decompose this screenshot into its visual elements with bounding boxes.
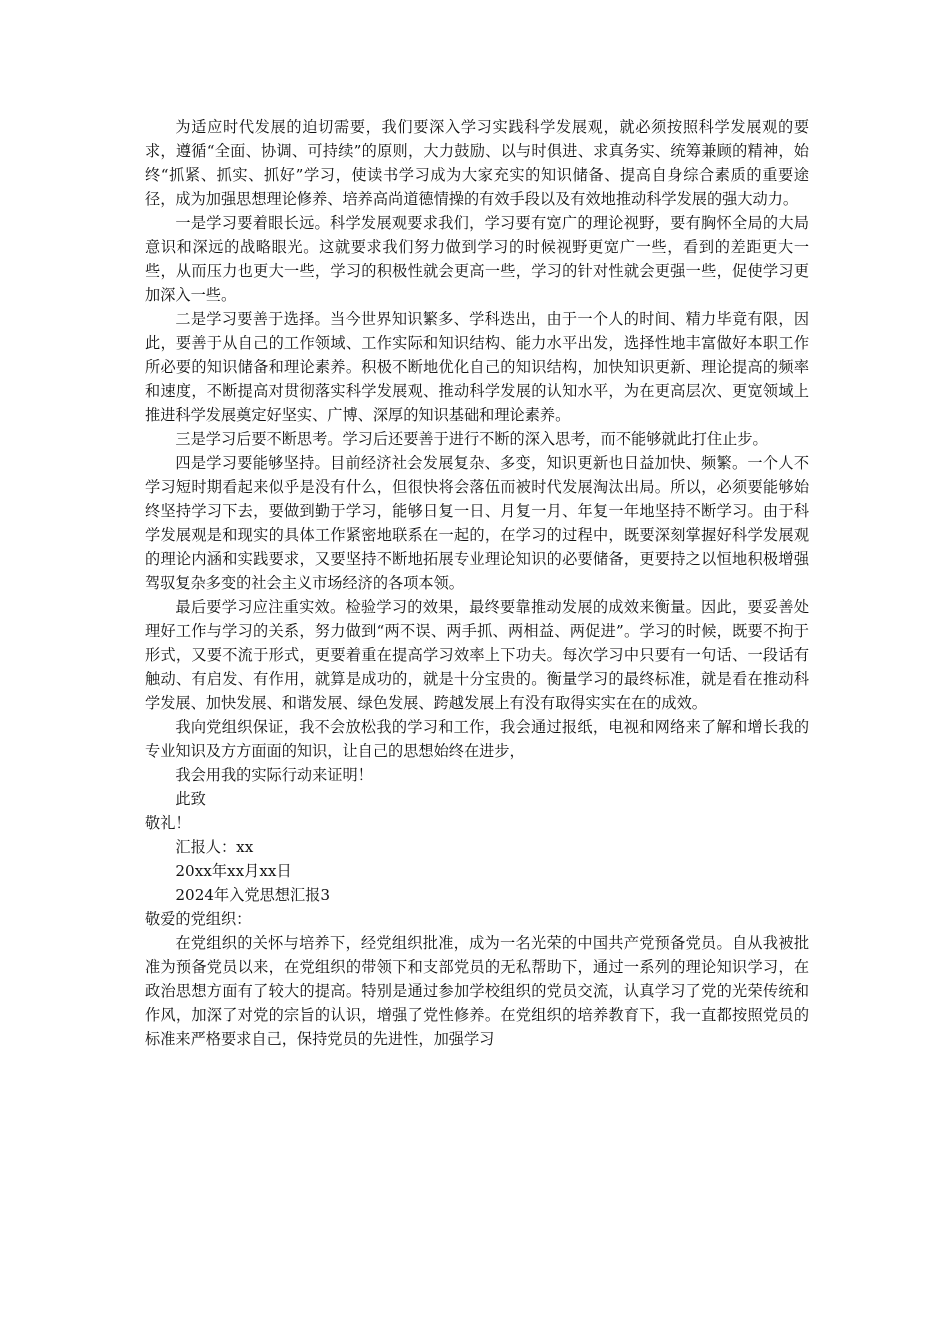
paragraph-intro: 为适应时代发展的迫切需要，我们要深入学习实践科学发展观，就必须按照科学发展观的要求，遵循“全面、协调、可持续”的原则，大力鼓励、以与时俱进、求真务实、统筹兼顾的精神，始终“抓紧、抓实、抓好”学习，使读书学习成为大家充实的知识储备、提高自身综合素质的重要途径，成为加强思想理论修养、培养高尚道德情操的有效手段以及有效地推动科学发展的强大动力。 [145, 118, 809, 208]
paragraph-next-report: 在党组织的关怀与培养下，经党组织批准，成为一名光荣的中国共产党预备党员。自从我被批准为预备党员以来，在党组织的带领下和支部党员的无私帮助下，通过一系列的理论知识学习，在政治思想方面有了较大的提高。特别是通过参加学校组织的党员交流，认真学习了党的光荣传统和作风，加深了对党的宗旨的认识，增强了党性修养。在党组织的培养教育下，我一直都按照党员的标准来严格要求自己，保持党员的先进性，加强学习 [145, 934, 809, 1048]
date-line: 20xx年xx月xx日 [175, 862, 292, 880]
next-report-title: 2024年入党思想汇报3 [175, 886, 331, 904]
paragraph-pledge: 我向党组织保证，我不会放松我的学习和工作，我会通过报纸，电视和网络来了解和增长我的专业知识及方方面面的知识，让自己的思想始终在进步， [145, 718, 809, 760]
document-body [145, 115, 809, 1051]
paragraph-proof: 我会用我的实际行动来证明！ [175, 766, 373, 784]
paragraph-point-four: 四是学习要能够坚持。目前经济社会发展复杂、多变，知识更新也日益加快、频繁。一个人不学习短时期看起来似乎是没有什么，但很快将会落伍而被时代发展淘汰出局。所以，必须要能够始终坚持学习下去，要做到勤于学习，能够日复一日、月复一月、年复一年地坚持不断学习。由于科学发展观是和现实的具体工作紧密地联系在一起的，在学习的过程中，既要深刻掌握好科学发展观的理论内涵和实践要求，又要坚持不断地拓展专业理论知识的必要储备，更要持之以恒地积极增强驾驭复杂多变的社会主义市场经济的各项本领。 [145, 454, 809, 592]
paragraph-point-one: 一是学习要着眼长远。科学发展观要求我们，学习要有宽广的理论视野，要有胸怀全局的大局意识和深远的战略眼光。这就要求我们努力做到学习的时候视野更宽广一些，看到的差距更大一些，从而压力也更大一些，学习的积极性就会更高一些，学习的针对性就会更强一些，促使学习更加深入一些。 [145, 214, 809, 304]
greeting-line: 敬爱的党组织： [145, 910, 252, 928]
reporter-line: 汇报人：xx [175, 838, 254, 856]
closing-line: 此致 [175, 790, 206, 808]
paragraph-point-three: 三是学习后要不断思考。学习后还要善于进行不断的深入思考，而不能够就此打住止步。 [175, 430, 768, 448]
salute-line: 敬礼！ [145, 814, 191, 832]
paragraph-final-point: 最后要学习应注重实效。检验学习的效果，最终要靠推动发展的成效来衡量。因此，要妥善处理好工作与学习的关系，努力做到“两不误、两手抓、两相益、两促进”。学习的时候，既要不拘于形式，又要不流于形式，更要着重在提高学习效率上下功夫。每次学习中只要有一句话、一段话有触动、有启发、有作用，就算是成功的，就是十分宝贵的。衡量学习的最终标准，就是看在推动科学发展、加快发展、和谐发展、绿色发展、跨越发展上有没有取得实实在在的成效。 [145, 598, 809, 712]
paragraph-point-two: 二是学习要善于选择。当今世界知识繁多、学科迭出，由于一个人的时间、精力毕竟有限，因此，要善于从自己的工作领域、工作实际和知识结构、能力水平出发，选择性地丰富做好本职工作所必要的知识储备和理论素养。积极不断地优化自己的知识结构，加快知识更新、理论提高的频率和速度，不断提高对贯彻落实科学发展观、推动科学发展的认知水平，为在更高层次、更宽领域上推进科学发展奠定好坚实、广博、深厚的知识基础和理论素养。 [145, 310, 809, 424]
